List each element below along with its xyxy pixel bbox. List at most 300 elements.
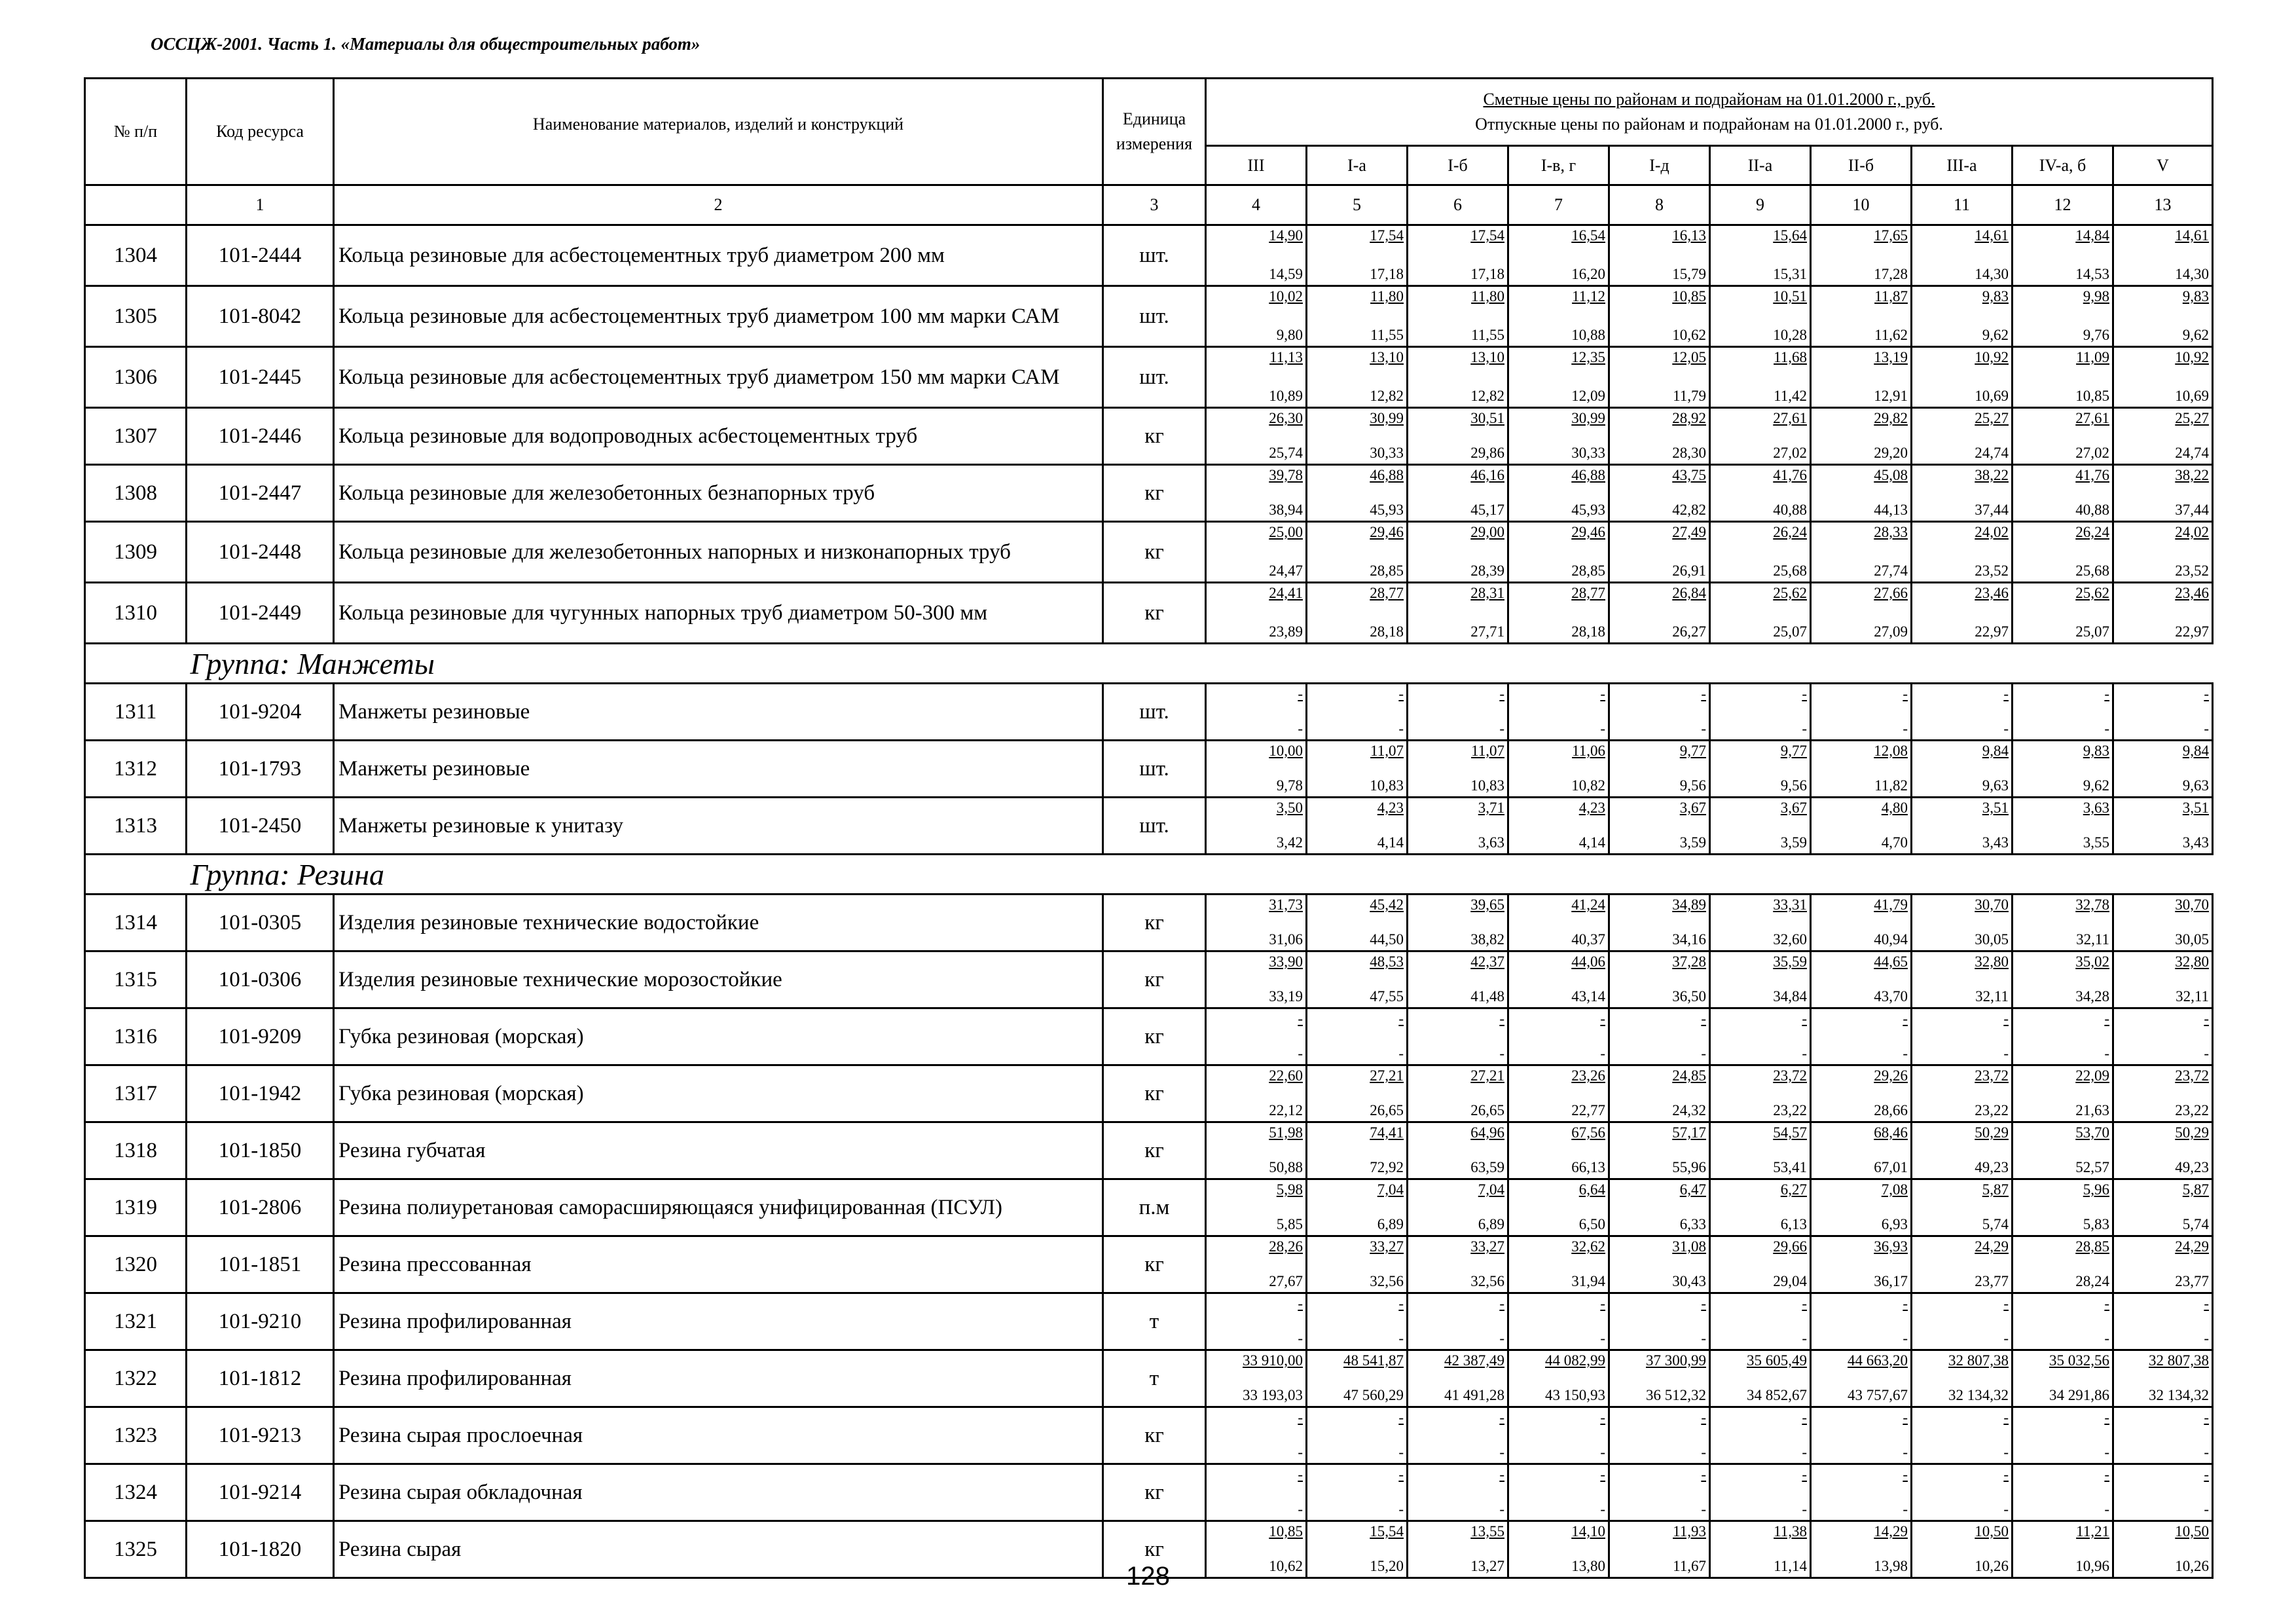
release-price: 13,27	[1470, 1558, 1504, 1574]
release-price: 43,14	[1571, 988, 1605, 1005]
estimate-price: 32,78	[2075, 896, 2109, 913]
estimate-price: -	[1499, 1466, 1504, 1483]
release-price: 5,74	[2182, 1216, 2210, 1232]
price-cell	[1408, 1122, 1508, 1179]
release-price: -	[2104, 1330, 2109, 1346]
release-price: 15,79	[1672, 266, 1706, 282]
price-cell	[1609, 408, 1710, 465]
estimate-price: 13,10	[1370, 349, 1404, 365]
release-price: 17,18	[1370, 266, 1404, 282]
release-price: -	[1701, 1444, 1706, 1460]
price-cell	[1710, 1065, 1811, 1122]
release-price: 53,41	[1773, 1159, 1807, 1175]
release-price: 15,20	[1370, 1558, 1404, 1574]
price-cell	[1307, 1293, 1408, 1350]
price-cell	[1811, 1179, 1912, 1236]
release-price: 33,19	[1269, 988, 1303, 1005]
price-cell	[1912, 347, 2013, 408]
release-price: -	[2003, 1444, 2009, 1460]
estimate-price: 16,13	[1672, 227, 1706, 244]
estimate-price: -	[2003, 1466, 2009, 1483]
resource-code: 101-0305	[187, 895, 334, 951]
estimate-price: 3,67	[1780, 800, 1807, 816]
release-price: 27,71	[1470, 623, 1504, 640]
price-cell	[2113, 1065, 2213, 1122]
column-number: 3	[1103, 185, 1206, 225]
estimate-price: -	[2003, 1010, 2009, 1027]
price-cell	[1206, 286, 1307, 347]
price-cell	[1811, 522, 1912, 583]
estimate-price: 11,09	[2076, 349, 2109, 365]
release-price: 36,17	[1874, 1273, 1908, 1289]
release-price: 25,68	[2075, 563, 2109, 579]
estimate-price: 27,21	[1370, 1067, 1404, 1084]
price-cell	[1609, 1122, 1710, 1179]
estimate-price: 5,87	[2182, 1181, 2210, 1198]
table-row	[85, 798, 2213, 855]
group-row	[85, 855, 2213, 895]
price-cell	[1408, 1179, 1508, 1236]
estimate-price: 26,30	[1269, 410, 1303, 426]
price-cell	[1710, 1122, 1811, 1179]
table-row	[85, 225, 2213, 286]
price-cell	[2013, 225, 2113, 286]
price-cell	[1811, 741, 1912, 798]
price-cell	[1408, 951, 1508, 1008]
estimate-price: 27,49	[1672, 524, 1706, 540]
price-cell	[2013, 1293, 2113, 1350]
price-cell	[2113, 408, 2213, 465]
price-cell	[2113, 522, 2213, 583]
estimate-price: 41,76	[1773, 467, 1807, 483]
estimate-price: 29,46	[1370, 524, 1404, 540]
price-cell	[1508, 522, 1609, 583]
price-cell	[1912, 408, 2013, 465]
price-cell	[2113, 1236, 2213, 1293]
price-cell	[1912, 286, 2013, 347]
release-price: -	[2104, 720, 2109, 737]
release-price: 32,56	[1470, 1273, 1504, 1289]
estimate-price: 30,51	[1470, 410, 1504, 426]
group-spacer	[85, 644, 187, 684]
release-price: 50,88	[1269, 1159, 1303, 1175]
estimate-price: 7,04	[1478, 1181, 1504, 1198]
material-name: Кольца резиновые для водопроводных асбестоцементных труб	[334, 408, 1103, 465]
release-price: 16,20	[1571, 266, 1605, 282]
estimate-price: 23,26	[1571, 1067, 1605, 1084]
estimate-price: -	[2003, 1409, 2009, 1426]
release-price: 5,74	[1982, 1216, 2009, 1232]
resource-code: 101-1851	[187, 1236, 334, 1293]
price-cell	[1710, 895, 1811, 951]
release-price: 32,60	[1773, 931, 1807, 948]
header-region: V	[2113, 146, 2213, 185]
price-cell	[2113, 465, 2213, 522]
release-price: 44,13	[1874, 502, 1908, 518]
release-price: -	[2003, 720, 2009, 737]
estimate-price: 35 605,49	[1747, 1352, 1807, 1369]
price-cell	[1508, 465, 1609, 522]
estimate-price: 34,89	[1672, 896, 1706, 913]
page-number: 128	[1126, 1562, 1170, 1591]
estimate-price: 10,85	[1672, 288, 1706, 304]
release-price: 23,52	[2175, 563, 2210, 579]
unit: п.м	[1103, 1179, 1206, 1236]
resource-code: 101-8042	[187, 286, 334, 347]
estimate-price: 24,02	[1975, 524, 2009, 540]
estimate-price: 12,35	[1571, 349, 1605, 365]
release-price: 10,28	[1773, 327, 1807, 343]
release-price: -	[1903, 1045, 1908, 1061]
release-price: 36 512,32	[1646, 1387, 1706, 1403]
release-price: 12,91	[1874, 388, 1908, 404]
estimate-price: 12,08	[1874, 743, 1908, 759]
column-number: 10	[1811, 185, 1912, 225]
price-cell	[1307, 798, 1408, 855]
release-price: 10,89	[1269, 388, 1303, 404]
resource-code: 101-2450	[187, 798, 334, 855]
unit: кг	[1103, 1008, 1206, 1065]
price-cell	[2013, 408, 2113, 465]
price-cell	[1307, 408, 1408, 465]
estimate-price: 29,66	[1773, 1238, 1807, 1255]
release-price: -	[1802, 1444, 1807, 1460]
resource-code: 101-9204	[187, 684, 334, 741]
price-cell	[1206, 225, 1307, 286]
release-price: -	[2104, 1501, 2109, 1517]
release-price: 6,89	[1377, 1216, 1404, 1232]
release-price: 23,22	[1773, 1102, 1807, 1118]
price-cell	[1710, 286, 1811, 347]
price-cell	[2013, 286, 2113, 347]
price-cell	[2113, 1122, 2213, 1179]
release-price: 4,14	[1578, 834, 1605, 851]
price-cell	[1912, 684, 2013, 741]
price-cell	[1408, 1464, 1508, 1521]
price-cell	[1811, 951, 1912, 1008]
estimate-price: 9,77	[1780, 743, 1807, 759]
estimate-price: 15,64	[1773, 227, 1807, 244]
price-cell	[1408, 1407, 1508, 1464]
price-cell	[1912, 1236, 2013, 1293]
group-row	[85, 644, 2213, 684]
column-number: 8	[1609, 185, 1710, 225]
release-price: 28,18	[1370, 623, 1404, 640]
estimate-price: -	[1701, 1295, 1706, 1312]
estimate-price: 17,65	[1874, 227, 1908, 244]
price-cell	[1206, 951, 1307, 1008]
price-cell	[1307, 1065, 1408, 1122]
price-cell	[1508, 1008, 1609, 1065]
material-name: Резина полиуретановая саморасширяющаяся унифицированная (ПСУЛ)	[334, 1179, 1103, 1236]
release-price: -	[1903, 1444, 1908, 1460]
estimate-price: 9,84	[1982, 743, 2009, 759]
estimate-price: -	[1903, 1409, 1908, 1426]
release-price: 28,24	[2075, 1273, 2109, 1289]
estimate-price: 35 032,56	[2049, 1352, 2109, 1369]
price-cell	[1508, 286, 1609, 347]
release-price: -	[2204, 1444, 2210, 1460]
estimate-price: 10,92	[2175, 349, 2210, 365]
release-price: 28,18	[1571, 623, 1605, 640]
price-cell	[1710, 225, 1811, 286]
price-cell	[1408, 895, 1508, 951]
estimate-price: 33,31	[1773, 896, 1807, 913]
table-row	[85, 741, 2213, 798]
price-cell	[1206, 1464, 1307, 1521]
table-row	[85, 684, 2213, 741]
unit: т	[1103, 1293, 1206, 1350]
unit: кг	[1103, 1122, 1206, 1179]
release-price: -	[1398, 1330, 1404, 1346]
release-price: 14,30	[2175, 266, 2210, 282]
estimate-price: 11,21	[2076, 1523, 2109, 1540]
price-cell	[2013, 684, 2113, 741]
material-name: Резина сырая прослоечная	[334, 1407, 1103, 1464]
estimate-price: 28,26	[1269, 1238, 1303, 1255]
estimate-price: 6,27	[1780, 1181, 1807, 1198]
price-cell	[1710, 347, 1811, 408]
price-cell	[1609, 465, 1710, 522]
price-cell	[1307, 951, 1408, 1008]
estimate-price: 41,79	[1874, 896, 1908, 913]
price-cell	[1912, 1293, 2013, 1350]
price-cell	[1508, 895, 1609, 951]
price-cell	[2113, 1008, 2213, 1065]
price-cell	[1609, 1065, 1710, 1122]
estimate-price: 11,68	[1774, 349, 1807, 365]
price-cell	[1408, 347, 1508, 408]
estimate-price: 3,67	[1679, 800, 1706, 816]
price-cell	[1408, 1236, 1508, 1293]
price-cell	[1206, 1350, 1307, 1407]
estimate-price: 46,88	[1571, 467, 1605, 483]
release-price: 4,14	[1377, 834, 1404, 851]
resource-code: 101-1942	[187, 1065, 334, 1122]
estimate-price: 29,26	[1874, 1067, 1908, 1084]
row-number: 1319	[85, 1179, 187, 1236]
estimate-price: -	[1600, 1010, 1605, 1027]
estimate-price: 68,46	[1874, 1124, 1908, 1141]
estimate-price: 37,28	[1672, 953, 1706, 970]
price-cell	[1408, 1008, 1508, 1065]
price-cell	[1307, 225, 1408, 286]
row-number: 1311	[85, 684, 187, 741]
release-price: 30,05	[2175, 931, 2210, 948]
row-number: 1325	[85, 1521, 187, 1578]
unit: кг	[1103, 1407, 1206, 1464]
estimate-price: 37 300,99	[1646, 1352, 1706, 1369]
estimate-price: 33,27	[1470, 1238, 1504, 1255]
price-cell	[2013, 1407, 2113, 1464]
release-price: 3,63	[1478, 834, 1504, 851]
estimate-price: -	[1398, 1409, 1404, 1426]
material-name: Кольца резиновые для чугунных напорных труб диаметром 50-300 мм	[334, 583, 1103, 644]
price-cell	[1307, 684, 1408, 741]
release-price: 23,77	[1975, 1273, 2009, 1289]
price-cell	[1307, 1464, 1408, 1521]
release-price: 30,33	[1571, 445, 1605, 461]
estimate-price: 14,29	[1874, 1523, 1908, 1540]
estimate-price: 39,78	[1269, 467, 1303, 483]
estimate-price: 10,50	[1975, 1523, 2009, 1540]
price-cell	[2013, 1350, 2113, 1407]
price-cell	[1508, 1293, 1609, 1350]
release-price: 32 134,32	[1948, 1387, 2009, 1403]
estimate-price: 3,71	[1478, 800, 1504, 816]
estimate-price: 44,06	[1571, 953, 1605, 970]
unit: кг	[1103, 465, 1206, 522]
estimate-price: 11,07	[1471, 743, 1504, 759]
estimate-price: -	[1398, 1010, 1404, 1027]
estimate-price: 27,21	[1470, 1067, 1504, 1084]
estimate-price: 27,66	[1874, 585, 1908, 601]
price-cell	[1609, 1293, 1710, 1350]
estimate-price: 14,61	[2175, 227, 2210, 244]
price-cell	[1609, 347, 1710, 408]
release-price: 6,50	[1578, 1216, 1605, 1232]
estimate-price: 9,84	[2182, 743, 2210, 759]
estimate-price: 12,05	[1672, 349, 1706, 365]
release-price: 3,59	[1679, 834, 1706, 851]
price-cell	[1710, 583, 1811, 644]
estimate-price: 32,62	[1571, 1238, 1605, 1255]
estimate-price: 32 807,38	[1948, 1352, 2009, 1369]
estimate-price: 45,08	[1874, 467, 1908, 483]
header-region: I-д	[1609, 146, 1710, 185]
column-number: 13	[2113, 185, 2213, 225]
estimate-price: 11,38	[1774, 1523, 1807, 1540]
price-cell	[1206, 1293, 1307, 1350]
table-row	[85, 1236, 2213, 1293]
release-price: 14,59	[1269, 266, 1303, 282]
estimate-price: 27,61	[2075, 410, 2109, 426]
estimate-price: 9,83	[2182, 288, 2210, 304]
price-cell	[2013, 798, 2113, 855]
estimate-price: 46,16	[1470, 467, 1504, 483]
estimate-price: 28,77	[1571, 585, 1605, 601]
release-price: 34,84	[1773, 988, 1807, 1005]
release-price: 3,43	[1982, 834, 2009, 851]
row-number: 1323	[85, 1407, 187, 1464]
release-price: 5,85	[1276, 1216, 1303, 1232]
estimate-price: 9,98	[2083, 288, 2109, 304]
price-cell	[2113, 286, 2213, 347]
price-cell	[1811, 1236, 1912, 1293]
estimate-price: 25,27	[2175, 410, 2210, 426]
estimate-price: 46,88	[1370, 467, 1404, 483]
release-price: -	[1600, 720, 1605, 737]
release-price: 67,01	[1874, 1159, 1908, 1175]
estimate-price: 32,80	[2175, 953, 2210, 970]
price-cell	[2013, 465, 2113, 522]
estimate-price: 10,50	[2175, 1523, 2210, 1540]
release-price: 6,93	[1881, 1216, 1908, 1232]
estimate-price: 38,22	[1975, 467, 2009, 483]
price-cell	[1609, 1008, 1710, 1065]
price-cell	[1609, 286, 1710, 347]
release-price: 28,66	[1874, 1102, 1908, 1118]
estimate-price: 33,90	[1269, 953, 1303, 970]
table-row	[85, 951, 2213, 1008]
estimate-price: 23,72	[1773, 1067, 1807, 1084]
header-code: Код ресурса	[187, 79, 334, 185]
price-cell	[1609, 895, 1710, 951]
resource-code: 101-1850	[187, 1122, 334, 1179]
price-cell	[2113, 225, 2213, 286]
price-cell	[2013, 522, 2113, 583]
estimate-price: -	[1600, 1466, 1605, 1483]
release-price: 9,56	[1780, 777, 1807, 794]
release-price: 10,62	[1269, 1558, 1303, 1574]
release-price: 28,30	[1672, 445, 1706, 461]
row-number: 1322	[85, 1350, 187, 1407]
release-price: 11,55	[1370, 327, 1404, 343]
release-price: 37,44	[2175, 502, 2210, 518]
estimate-price: 11,06	[1572, 743, 1605, 759]
estimate-price: 31,08	[1672, 1238, 1706, 1255]
estimate-price: 11,80	[1370, 288, 1404, 304]
resource-code: 101-9214	[187, 1464, 334, 1521]
column-number: 5	[1307, 185, 1408, 225]
resource-code: 101-1793	[187, 741, 334, 798]
estimate-price: 13,55	[1470, 1523, 1504, 1540]
header-row-1	[85, 79, 2213, 146]
estimate-price: 29,82	[1874, 410, 1908, 426]
release-price: 10,85	[2075, 388, 2109, 404]
release-price: -	[1499, 720, 1504, 737]
material-name: Кольца резиновые для асбестоцементных труб диаметром 200 мм	[334, 225, 1103, 286]
resource-code: 101-1820	[187, 1521, 334, 1578]
release-price: 10,26	[2175, 1558, 2210, 1574]
estimate-price: 50,29	[1975, 1124, 2009, 1141]
price-cell	[2113, 798, 2213, 855]
unit: кг	[1103, 1464, 1206, 1521]
unit: кг	[1103, 583, 1206, 644]
material-name: Резина сырая	[334, 1521, 1103, 1578]
price-cell	[1912, 1122, 2013, 1179]
price-cell	[1811, 1065, 1912, 1122]
estimate-price: 4,80	[1881, 800, 1908, 816]
price-cell	[1307, 895, 1408, 951]
estimate-price: 7,08	[1881, 1181, 1908, 1198]
price-cell	[1710, 1350, 1811, 1407]
header-region: II-б	[1811, 146, 1912, 185]
release-price: 3,43	[2182, 834, 2210, 851]
estimate-price: 14,10	[1571, 1523, 1605, 1540]
release-price: -	[1600, 1501, 1605, 1517]
price-cell	[2113, 1407, 2213, 1464]
release-price: 33 193,03	[1243, 1387, 1303, 1403]
price-cell	[1811, 1464, 1912, 1521]
release-price: 13,98	[1874, 1558, 1908, 1574]
price-cell	[1206, 798, 1307, 855]
release-price: 11,67	[1673, 1558, 1706, 1574]
column-number	[85, 185, 187, 225]
estimate-price: 35,02	[2075, 953, 2109, 970]
row-number: 1309	[85, 522, 187, 583]
release-price: 11,14	[1774, 1558, 1807, 1574]
table-row	[85, 347, 2213, 408]
price-cell	[1508, 583, 1609, 644]
table-row	[85, 1179, 2213, 1236]
release-price: 23,22	[1975, 1102, 2009, 1118]
estimate-price: 6,47	[1679, 1181, 1706, 1198]
price-cell	[1206, 684, 1307, 741]
estimate-price: -	[1298, 1010, 1303, 1027]
header-region: II-а	[1710, 146, 1811, 185]
estimate-price: 29,00	[1470, 524, 1504, 540]
